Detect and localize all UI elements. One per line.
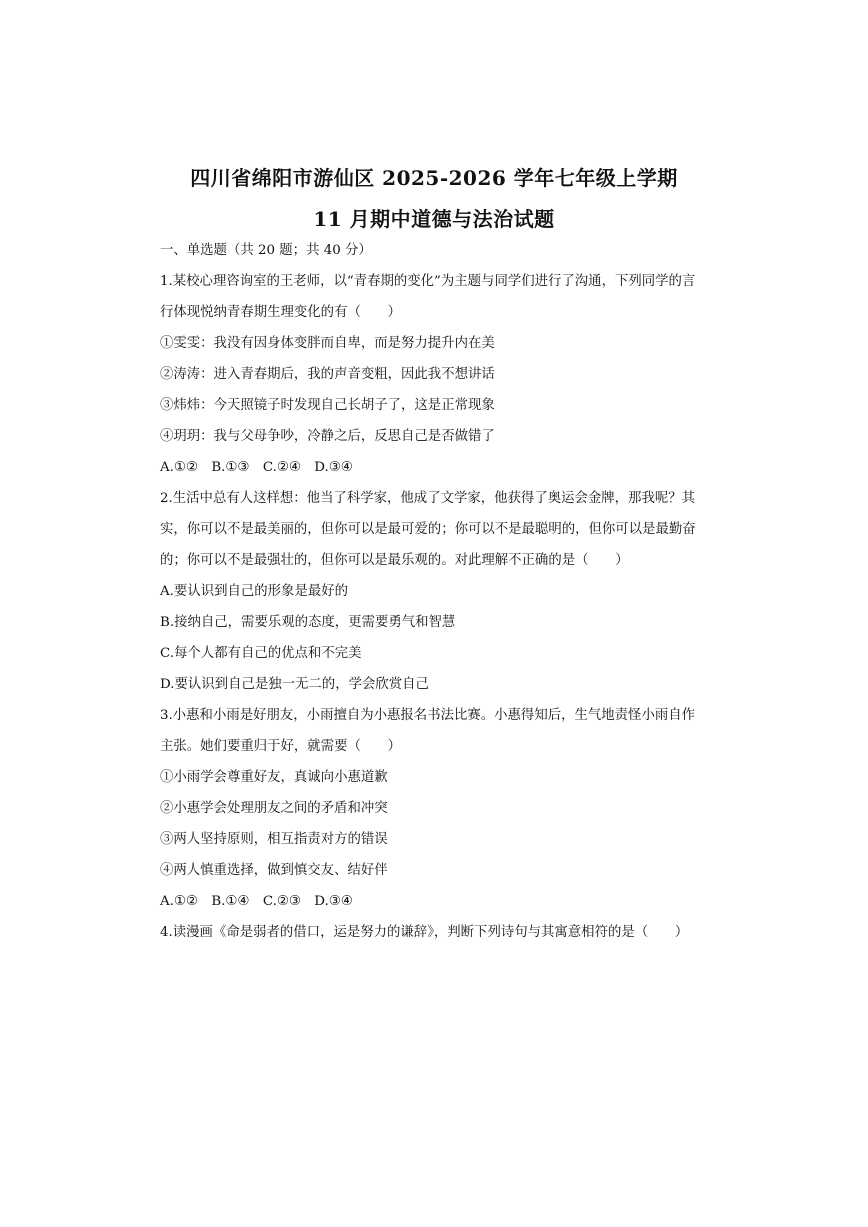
q1-stem-line-2: 行体现悦纳青春期生理变化的有（ ） xyxy=(160,305,402,320)
exam-title-line-1: 四川省绵阳市游仙区 2025-2026 学年七年级上学期 xyxy=(190,166,678,190)
q1-stem-line-1: 1.某校心理咨询室的王老师，以“青春期的变化”为主题与同学们进行了沟通，下列同学的言 xyxy=(160,274,696,289)
exam-title-line-2: 11 月期中道德与法治试题 xyxy=(313,207,555,231)
q1-item-4: ④玥玥：我与父母争吵，冷静之后，反思自己是否做错了 xyxy=(160,429,495,444)
q3-stem-line-2: 主张。她们要重归于好，就需要（ ） xyxy=(160,739,402,754)
q2-option-b: B.接纳自己，需要乐观的态度，更需要勇气和智慧 xyxy=(160,615,456,630)
q3-item-3: ③两人坚持原则，相互指责对方的错误 xyxy=(160,832,388,847)
q2-stem-line-2: 实，你可以不是最美丽的，但你可以是最可爱的；你可以不是最聪明的，但你可以是最勤奋 xyxy=(160,522,696,537)
q1-options: A.①② B.①③ C.②④ D.③④ xyxy=(160,460,353,475)
q3-item-1: ①小雨学会尊重好友，真诚向小惠道歉 xyxy=(160,770,388,785)
q3-stem-line-1: 3.小惠和小雨是好朋友，小雨擅自为小惠报名书法比赛。小惠得知后，生气地责怪小雨自作 xyxy=(160,708,696,723)
q4-stem-line-1: 4.读漫画《命是弱者的借口，运是努力的谦辞》，判断下列诗句与其寓意相符的是（ ） xyxy=(160,925,689,940)
q3-options: A.①② B.①④ C.②③ D.③④ xyxy=(160,894,353,909)
q1-item-1: ①雯雯：我没有因身体变胖而自卑，而是努力提升内在美 xyxy=(160,336,495,351)
q3-item-2: ②小惠学会处理朋友之间的矛盾和冲突 xyxy=(160,801,388,816)
q1-item-2: ②涛涛：进入青春期后，我的声音变粗，因此我不想讲话 xyxy=(160,367,495,382)
q3-item-4: ④两人慎重选择，做到慎交友、结好伴 xyxy=(160,863,388,878)
q2-option-a: A.要认识到自己的形象是最好的 xyxy=(160,584,349,599)
q2-stem-line-1: 2.生活中总有人这样想：他当了科学家，他成了文学家，他获得了奥运会金牌，那我呢？其 xyxy=(160,491,696,506)
q1-item-3: ③炜炜：今天照镜子时发现自己长胡子了，这是正常现象 xyxy=(160,398,495,413)
q2-option-d: D.要认识到自己是独一无二的，学会欣赏自己 xyxy=(160,677,429,692)
q2-stem-line-3: 的；你可以不是最强壮的，但你可以是最乐观的。对此理解不正确的是（ ） xyxy=(160,553,629,568)
section-heading: 一、单选题（共 20 题；共 40 分） xyxy=(160,243,372,258)
q2-option-c: C.每个人都有自己的优点和不完美 xyxy=(160,646,362,661)
